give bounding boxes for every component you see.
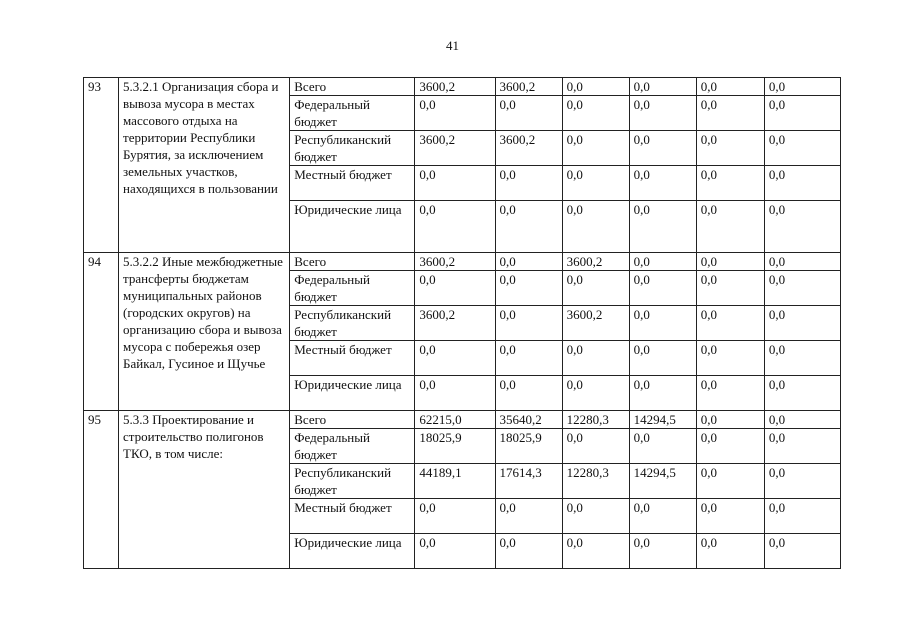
amount-cell: 0,0 — [764, 166, 840, 201]
table-row — [84, 78, 841, 96]
amount-cell: 3600,2 — [415, 306, 495, 341]
measure-description: 5.3.2.2 Иные межбюджетные трансферты бюджетам муниципальных районов (городских округов) на организацию сбора и вывоза мусора с побережья озер Байкал, Гусиное и Щучье — [119, 253, 290, 411]
amount-cell: 0,0 — [764, 534, 840, 569]
table-body — [84, 78, 841, 569]
funding-source: Республиканский бюджет — [290, 306, 415, 341]
funding-source: Республиканский бюджет — [290, 464, 415, 499]
amount-cell: 0,0 — [629, 341, 696, 376]
amount-cell: 0,0 — [629, 499, 696, 534]
amount-cell: 0,0 — [629, 201, 696, 253]
amount-cell: 0,0 — [495, 341, 562, 376]
amount-cell: 18025,9 — [415, 429, 495, 464]
amount-cell: 35640,2 — [495, 411, 562, 429]
amount-cell: 0,0 — [764, 96, 840, 131]
amount-cell: 0,0 — [696, 306, 764, 341]
amount-cell: 0,0 — [629, 306, 696, 341]
amount-cell: 0,0 — [415, 376, 495, 411]
amount-cell: 0,0 — [696, 534, 764, 569]
amount-cell: 0,0 — [696, 499, 764, 534]
funding-source: Юридические лица — [290, 201, 415, 253]
amount-cell: 0,0 — [696, 411, 764, 429]
amount-cell: 0,0 — [629, 534, 696, 569]
amount-cell: 3600,2 — [495, 131, 562, 166]
amount-cell: 0,0 — [562, 534, 629, 569]
amount-cell: 0,0 — [764, 429, 840, 464]
amount-cell: 0,0 — [562, 96, 629, 131]
amount-cell: 0,0 — [696, 253, 764, 271]
amount-cell: 0,0 — [562, 341, 629, 376]
funding-source: Федеральный бюджет — [290, 429, 415, 464]
amount-cell: 0,0 — [696, 96, 764, 131]
amount-cell: 0,0 — [764, 201, 840, 253]
amount-cell: 0,0 — [415, 271, 495, 306]
amount-cell: 0,0 — [629, 78, 696, 96]
table-row — [84, 253, 841, 271]
amount-cell: 3600,2 — [415, 131, 495, 166]
table-row — [84, 411, 841, 429]
amount-cell: 0,0 — [764, 464, 840, 499]
amount-cell: 0,0 — [562, 78, 629, 96]
measure-description: 5.3.3 Проектирование и строительство полигонов ТКО, в том числе: — [119, 411, 290, 569]
amount-cell: 0,0 — [415, 341, 495, 376]
budget-table — [83, 77, 841, 569]
amount-cell: 44189,1 — [415, 464, 495, 499]
funding-source: Местный бюджет — [290, 499, 415, 534]
amount-cell: 0,0 — [415, 96, 495, 131]
amount-cell: 0,0 — [764, 271, 840, 306]
funding-source: Юридические лица — [290, 376, 415, 411]
amount-cell: 0,0 — [764, 499, 840, 534]
funding-source: Федеральный бюджет — [290, 271, 415, 306]
amount-cell: 0,0 — [495, 201, 562, 253]
amount-cell: 0,0 — [629, 131, 696, 166]
funding-source: Всего — [290, 411, 415, 429]
page-number: 41 — [446, 38, 459, 53]
amount-cell: 0,0 — [629, 96, 696, 131]
amount-cell: 0,0 — [495, 96, 562, 131]
amount-cell: 0,0 — [562, 201, 629, 253]
amount-cell: 0,0 — [696, 131, 764, 166]
amount-cell: 0,0 — [562, 131, 629, 166]
amount-cell: 0,0 — [562, 429, 629, 464]
amount-cell: 0,0 — [495, 534, 562, 569]
amount-cell: 3600,2 — [415, 78, 495, 96]
amount-cell: 0,0 — [495, 271, 562, 306]
amount-cell: 17614,3 — [495, 464, 562, 499]
amount-cell: 0,0 — [415, 534, 495, 569]
amount-cell: 62215,0 — [415, 411, 495, 429]
amount-cell: 0,0 — [696, 201, 764, 253]
amount-cell: 0,0 — [764, 341, 840, 376]
funding-source: Юридические лица — [290, 534, 415, 569]
amount-cell: 0,0 — [562, 376, 629, 411]
amount-cell: 0,0 — [696, 78, 764, 96]
amount-cell: 0,0 — [764, 131, 840, 166]
measure-description: 5.3.2.1 Организация сбора и вывоза мусора в местах массового отдыха на территории Республики Бурятия, за исключением земельных участков, находящихся в пользовании — [119, 78, 290, 253]
amount-cell: 0,0 — [415, 499, 495, 534]
amount-cell: 0,0 — [415, 166, 495, 201]
amount-cell: 0,0 — [495, 306, 562, 341]
amount-cell: 12280,3 — [562, 411, 629, 429]
row-number: 95 — [84, 411, 119, 569]
amount-cell: 3600,2 — [562, 306, 629, 341]
funding-source: Всего — [290, 253, 415, 271]
amount-cell: 3600,2 — [495, 78, 562, 96]
funding-source: Федеральный бюджет — [290, 96, 415, 131]
amount-cell: 14294,5 — [629, 464, 696, 499]
amount-cell: 0,0 — [495, 376, 562, 411]
amount-cell: 0,0 — [764, 253, 840, 271]
amount-cell: 0,0 — [764, 78, 840, 96]
amount-cell: 0,0 — [629, 271, 696, 306]
funding-source: Местный бюджет — [290, 341, 415, 376]
amount-cell: 0,0 — [696, 376, 764, 411]
amount-cell: 0,0 — [764, 306, 840, 341]
amount-cell: 18025,9 — [495, 429, 562, 464]
amount-cell: 0,0 — [495, 499, 562, 534]
amount-cell: 0,0 — [764, 376, 840, 411]
amount-cell: 0,0 — [696, 166, 764, 201]
funding-source: Всего — [290, 78, 415, 96]
amount-cell: 12280,3 — [562, 464, 629, 499]
amount-cell: 0,0 — [562, 166, 629, 201]
amount-cell: 0,0 — [495, 253, 562, 271]
amount-cell: 3600,2 — [562, 253, 629, 271]
amount-cell: 3600,2 — [415, 253, 495, 271]
amount-cell: 0,0 — [629, 166, 696, 201]
row-number: 94 — [84, 253, 119, 411]
funding-source: Местный бюджет — [290, 166, 415, 201]
amount-cell: 0,0 — [562, 499, 629, 534]
amount-cell: 0,0 — [764, 411, 840, 429]
amount-cell: 0,0 — [629, 376, 696, 411]
amount-cell: 0,0 — [696, 429, 764, 464]
amount-cell: 0,0 — [629, 429, 696, 464]
row-number: 93 — [84, 78, 119, 253]
amount-cell: 0,0 — [696, 271, 764, 306]
funding-source: Республиканский бюджет — [290, 131, 415, 166]
amount-cell: 0,0 — [495, 166, 562, 201]
amount-cell: 0,0 — [696, 341, 764, 376]
amount-cell: 0,0 — [562, 271, 629, 306]
amount-cell: 14294,5 — [629, 411, 696, 429]
amount-cell: 0,0 — [415, 201, 495, 253]
amount-cell: 0,0 — [629, 253, 696, 271]
amount-cell: 0,0 — [696, 464, 764, 499]
